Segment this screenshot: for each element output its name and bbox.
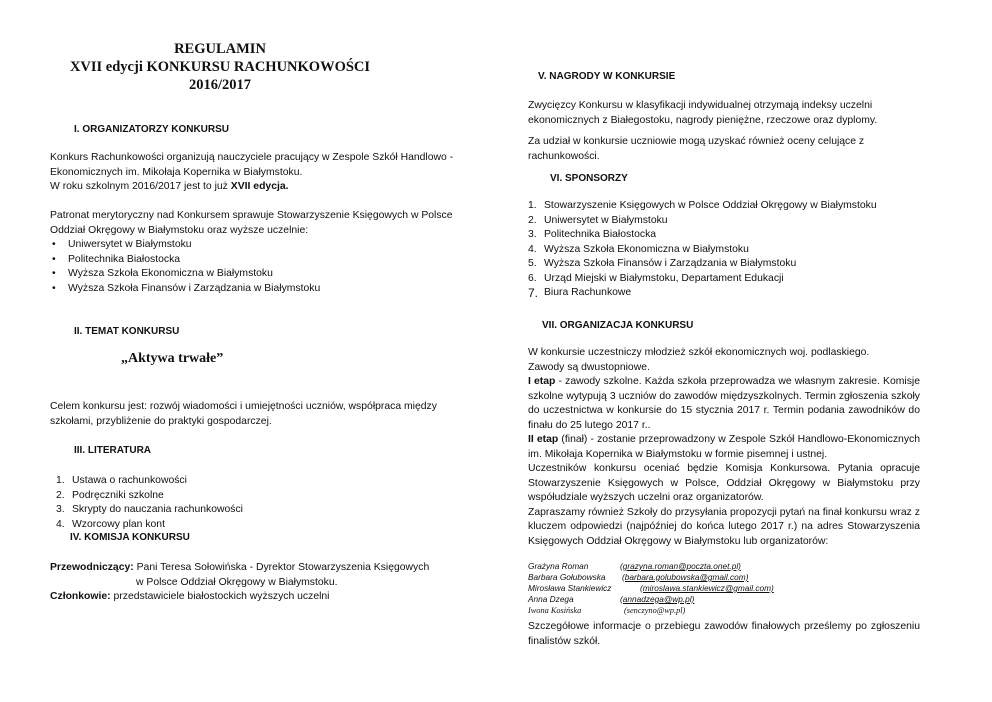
intro-line-1: W konkursie uczestniczy młodzież szkół ekonomicznych woj. podlaskiego.	[528, 347, 870, 358]
list-item: 7. Biura Rachunkowe	[528, 286, 632, 300]
contact-row: Anna Dzega (annadzega@wp.pl)	[528, 594, 695, 604]
section-3-heading: III. LITERATURA	[74, 445, 152, 456]
awards-paragraph: Zwycięzcy Konkursu w klasyfikacji indywidualnej otrzymają indeksy uczelni ekonomicznych z Białegostoku, nagrody pieniężne, rzeczowe oraz dyplomy.	[528, 100, 878, 126]
grades-paragraph: Za udział w konkursie uczniowie mogą uzyskać również oceny celujące z rachunkowości.	[528, 136, 865, 162]
contacts-list	[528, 561, 920, 616]
edition-paragraph	[50, 180, 470, 195]
list-item: 3. Politechnika Białostocka	[528, 229, 657, 240]
list-item: 1. Stowarzyszenie Księgowych w Polsce Oddział Okręgowy w Białymstoku	[528, 200, 877, 211]
section-7-heading: VII. ORGANIZACJA KONKURSU	[542, 320, 694, 331]
members-text: przedstawiciele białostockich wyższych uczelni	[110, 591, 330, 602]
list-item: • Wyższa Szkoła Ekonomiczna w Białymstoku	[50, 267, 470, 282]
list-item: 2. Uniwersytet w Białymstoku	[528, 214, 668, 226]
members-line	[50, 590, 480, 605]
chair-label: Przewodniczący:	[50, 562, 134, 573]
stage-2-paragraph	[528, 433, 920, 462]
contact-email[interactable]: (barbara.golubowska@gmail.com)	[622, 572, 749, 582]
intro-line-2: Zawody są dwustopniowe.	[528, 361, 650, 373]
contact-email[interactable]: (senczyno@wp.pl)	[624, 606, 686, 615]
stage-1-paragraph	[528, 375, 920, 433]
list-item: • Wyższa Szkoła Finansów i Zarządzania w Białymstoku	[50, 282, 470, 297]
title-line-3: 2016/2017	[188, 77, 252, 93]
organization-block	[528, 346, 920, 549]
list-item: 1. Ustawa o rachunkowości	[56, 475, 187, 486]
section-4-heading: IV. KOMISJA KONKURSU	[70, 532, 190, 543]
members-label: Członkowie:	[50, 591, 111, 602]
section-1-heading: I. ORGANIZATORZY KONKURSU	[74, 124, 230, 135]
stage-2-text: (finał) - zostanie przeprowadzony w Zespole Szkół Handlowo-Ekonomicznych im. Mikołaja Kopernika w Białymstoku w formie pisemnej i ustnej.	[528, 434, 921, 460]
contact-email[interactable]: (annadzega@wp.pl)	[620, 594, 695, 604]
list-item: 3. Skrypty do nauczania rachunkowości	[56, 504, 243, 515]
title-line-1: REGULAMIN	[174, 41, 266, 57]
committee-block	[50, 561, 480, 605]
closing-paragraph: Szczegółowe informacje o przebiegu zawodów finałowych prześlemy po zgłoszeniu finalistów szkół.	[528, 621, 920, 647]
organizers-paragraph: Konkurs Rachunkowości organizują nauczyciele pracujący w Zespole Szkół Handlowo - Ekonomicznych im. Mikołaja Kopernika w Białymstoku.	[50, 152, 454, 178]
list-item: • Uniwersytet w Białymstoku	[50, 238, 470, 253]
section-2-heading: II. TEMAT KONKURSU	[74, 326, 180, 337]
stage-2-label: II etap	[528, 434, 559, 445]
chair-line	[50, 561, 480, 576]
list-item: 5. Wyższa Szkoła Finansów i Zarządzania w Białymstoku	[528, 258, 797, 269]
literature-list	[56, 474, 243, 532]
title-line-2: XVII edycji KONKURSU RACHUNKOWOŚCI	[69, 59, 371, 75]
questions-paragraph: Zapraszamy również Szkoły do przysyłania propozycji pytań na finał konkursu wraz z kluczem odpowiedzi (najpóźniej do końca lutego 2017 r.) na adres Stowarzyszenia Księgowych Oddział Okręgowy w Białymstoku lub organizatorów:	[528, 506, 920, 547]
goal-paragraph: Celem konkursu jest: rozwój wiadomości i umiejętności uczniów, współpraca między szkołami, przybliżenie do praktyki gospodarczej.	[50, 401, 437, 427]
contact-row: Barbara Gołubowska (barbara.golubowska@gmail.com)	[528, 572, 749, 582]
contact-row: Iwona Kosińska (senczyno@wp.pl)	[528, 606, 686, 615]
list-item: 4. Wyższa Szkoła Ekonomiczna w Białymstoku	[528, 243, 749, 255]
sponsors-list	[528, 199, 877, 301]
contact-email[interactable]: (miroslawa.stankiewicz@gmail.com)	[640, 583, 774, 593]
patronage-paragraph: Patronat merytoryczny nad Konkursem sprawuje Stowarzyszenie Księgowych w Polsce Oddział Okręgowy w Białymstoku oraz wyższe uczelnie:	[50, 210, 453, 236]
chair-line-2: w Polsce Oddział Okręgowy w Białymstoku.	[136, 576, 338, 588]
edition-number: XVII edycja.	[230, 181, 289, 192]
section-6-heading: VI. SPONSORZY	[550, 173, 628, 184]
list-item: • Politechnika Białostocka	[50, 253, 470, 268]
section-5-heading: V. NAGRODY W KONKURSIE	[538, 71, 676, 82]
contact-row: Grażyna Roman (grazyna.roman@poczta.onet.pl)	[528, 561, 741, 571]
contact-row: Mirosława Stankiewicz (miroslawa.stankiewicz@gmail.com)	[528, 583, 774, 593]
list-item: 4. Wzorcowy plan kont	[56, 518, 165, 530]
chair-text: Pani Teresa Sołowińska - Dyrektor Stowarzyszenia Księgowych	[133, 562, 430, 573]
list-item: 6. Urząd Miejski w Białymstoku, Departament Edukacji	[528, 272, 784, 284]
stage-1-label: I etap	[528, 376, 556, 387]
universities-list	[50, 238, 470, 296]
edition-text: W roku szkolnym 2016/2017 jest to już	[50, 181, 231, 192]
stage-1-text: - zawody szkolne. Każda szkoła przeprowadza we własnym zakresie. Komisje szkolne wytypują 3 uczniów do zawodów międzyszkolnych. Termin zgłoszenia szkoły do uczestnictwa w konkursie do 15 stycznia 2017 r. Termin podania zawodników do finału do 25 lutego 2017 r..	[528, 376, 920, 431]
list-item: 2. Podręczniki szkolne	[56, 489, 164, 501]
document-title	[50, 40, 390, 94]
evaluation-paragraph: Uczestników konkursu oceniać będzie Komisja Konkursowa. Pytania opracuje Stowarzyszenie Księgowych w Polsce, Oddział Okręgowy w Białymstoku przy współudziale wyższych uczelni oraz organizatorów.	[528, 463, 920, 503]
contact-email[interactable]: (grazyna.roman@poczta.onet.pl)	[620, 561, 741, 571]
contest-theme: „Aktywa trwałe”	[121, 351, 224, 366]
